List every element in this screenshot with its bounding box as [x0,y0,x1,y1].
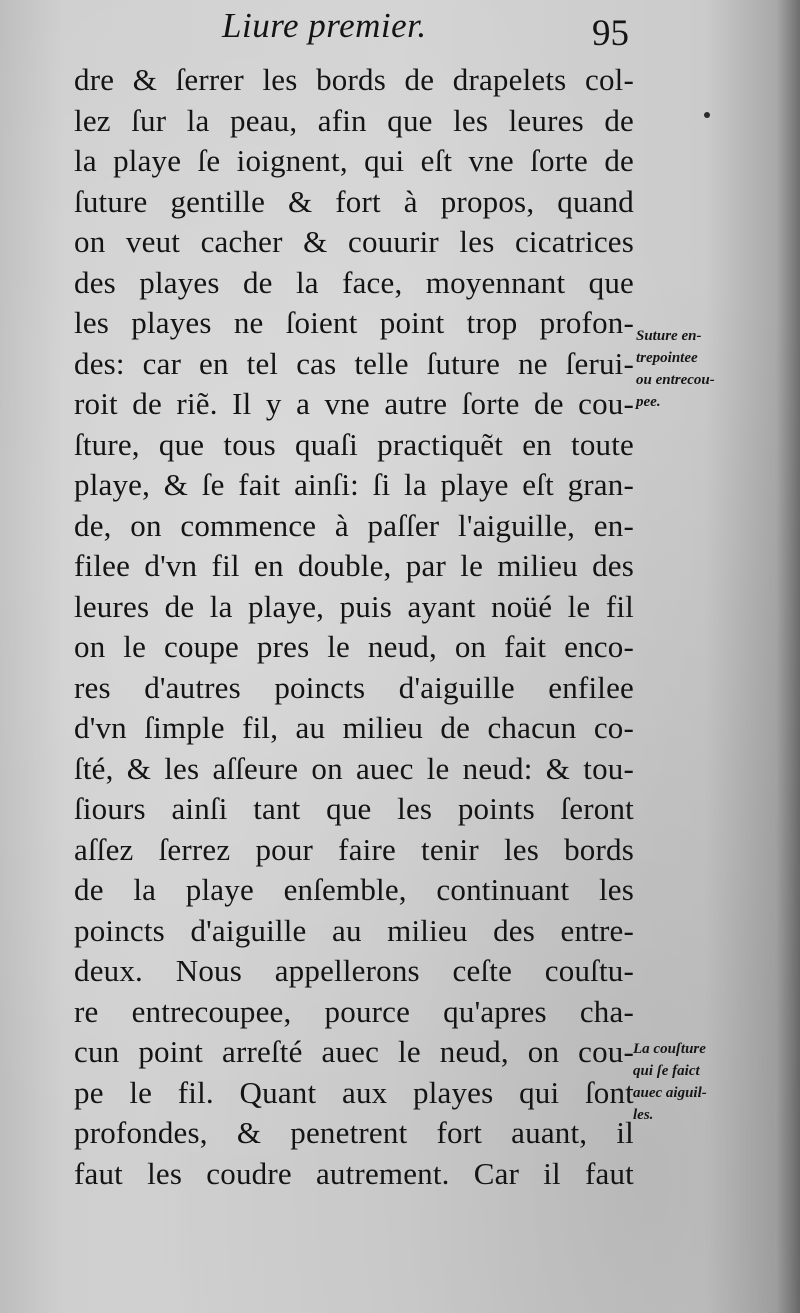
margin-note-line: La couſture [633,1041,706,1057]
running-title: Liure premier. [222,6,427,45]
text-line: cun point arreſté auec le neud, on cou- [74,1034,634,1069]
text-line: pe le fil. Quant aux playes qui ſont [74,1074,634,1110]
text-line: d'vn ſimple fil, au milieu de chacun co- [74,710,634,745]
margin-note-line: auec aiguil- [633,1085,707,1101]
text-line: leures de la playe, puis ayant noüé le fil [74,588,634,624]
margin-note-line: qui ſe faict [633,1063,700,1079]
text-line: lez ſur la peau, afin que les leures de [74,102,634,138]
margin-note-line: pee. [636,394,661,410]
text-line: re entrecoupee, pource qu'apres cha- [74,993,634,1029]
text-line: on veut cacher & couurir les cicatrices [74,224,634,259]
margin-note [636,325,764,413]
text-line: filee d'vn fil en double, par le milieu des [74,548,634,583]
text-line: la playe ſe ioignent, qui eſt vne ſorte de [74,143,634,178]
text-line: faut les coudre autrement. Car il faut [74,1155,634,1191]
text-line: roit de riẽ. Il y a vne autre ſorte de cou- [74,386,634,421]
text-line: res d'autres poincts d'aiguille enfilee [74,669,634,705]
text-line: ſuture gentille & fort à propos, quand [74,183,634,219]
text-line: on le coupe pres le neud, on fait enco- [74,629,634,664]
text-line: les playes ne ſoient point trop profon- [74,305,634,340]
text-line: profondes, & penetrent fort auant, il [74,1115,634,1150]
text-line: ſiours ainſi tant que les points ſeront [74,791,634,826]
text-line: poincts d'aiguille au milieu des entre- [74,912,634,948]
margin-note-line: les. [633,1107,654,1123]
text-line: playe, & ſe fait ainſi: ſi la playe eſt gran- [74,467,634,502]
text-line: de la playe enſemble, continuant les [74,872,634,907]
page-header [222,6,642,54]
margin-note-line: ou entrecou- [636,372,715,388]
text-line: de, on commence à paſſer l'aiguille, en- [74,507,634,543]
text-line: ſté, & les aſſeure on auec le neud: & tou- [74,750,634,786]
text-line: dre & ſerrer les bords de drapelets col- [74,62,634,97]
text-line: deux. Nous appellerons ceſte couſtu- [74,953,634,988]
text-line: des playes de la face, moyennant que [74,264,634,300]
margin-note-line: trepointee [636,350,698,366]
text-line: des: car en tel cas telle ſuture ne ſerui- [74,345,634,381]
margin-note-line: Suture en- [636,328,702,344]
text-line: ſture, que tous quaſi practiquẽt en toute [74,426,634,462]
margin-note [633,1038,761,1126]
body-text [74,60,634,1194]
page-number: 95 [592,13,629,54]
ink-speck [704,112,710,118]
text-line: aſſez ſerrez pour faire tenir les bords [74,831,634,867]
